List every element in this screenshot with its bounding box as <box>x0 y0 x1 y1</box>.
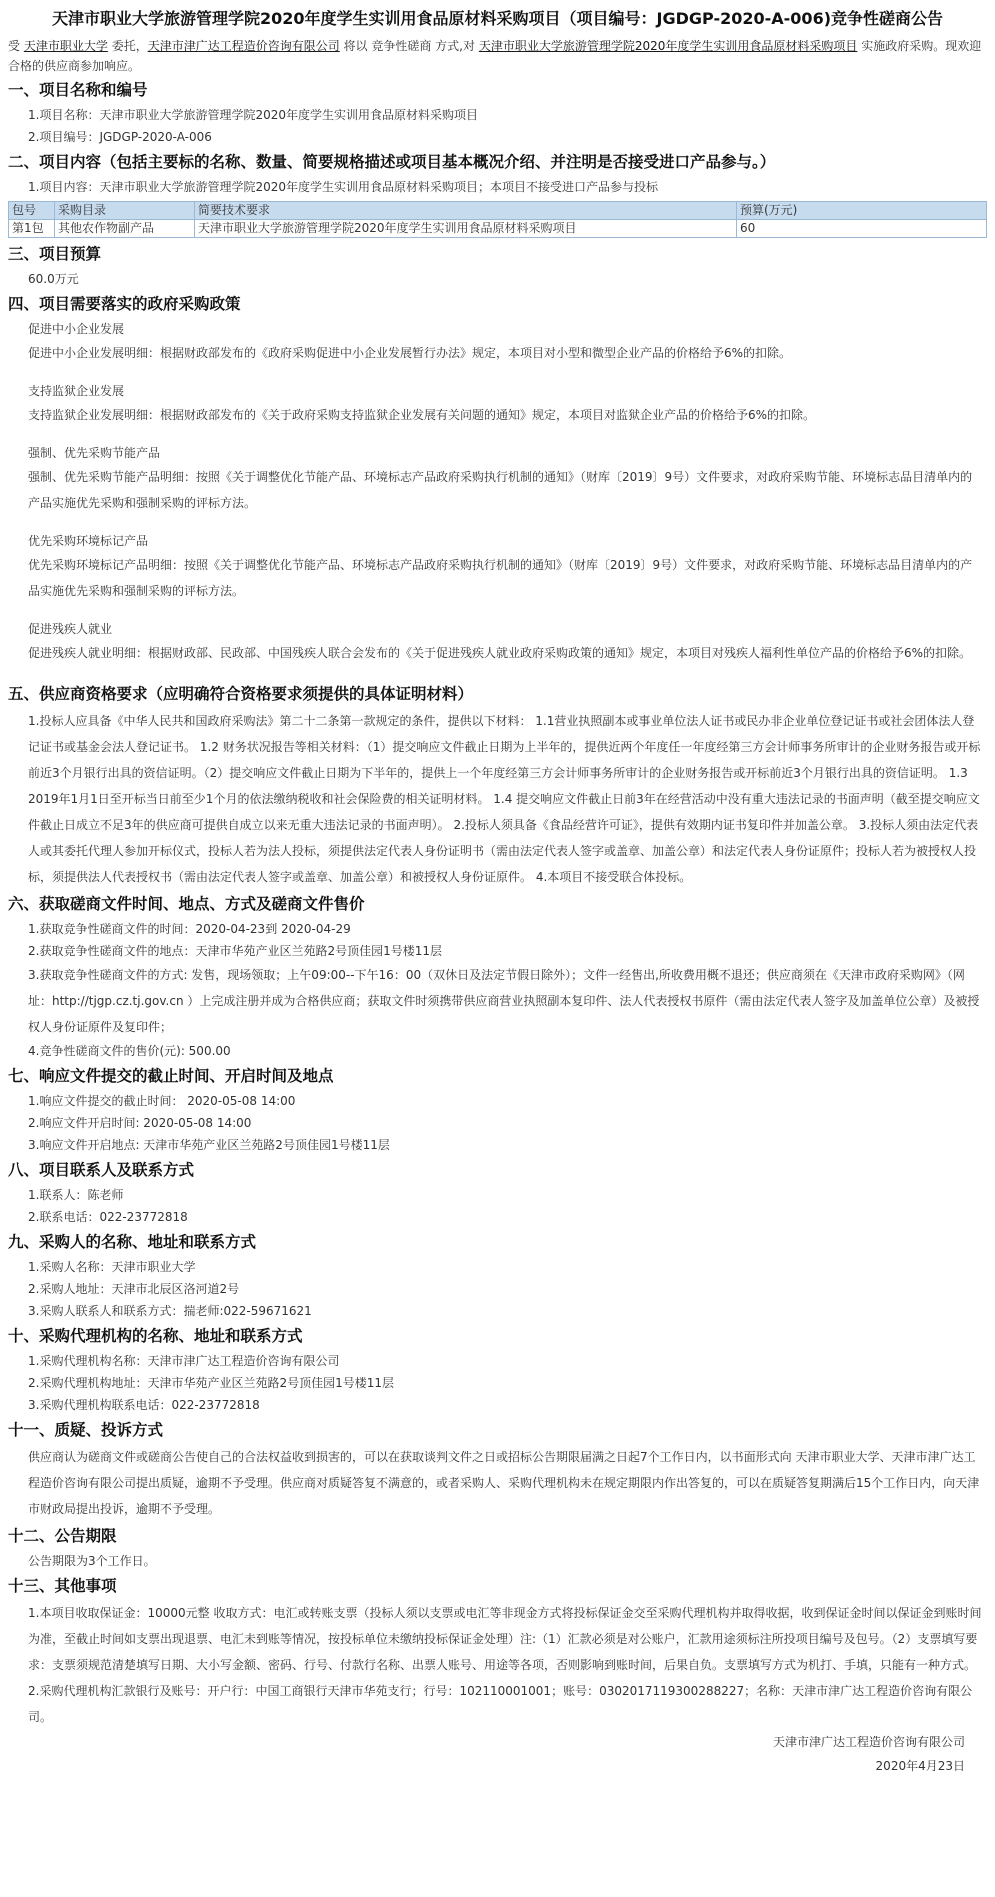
intro-text: 实施政府采购。现欢迎合格的供应商参加响应。 <box>8 39 982 73</box>
policy-title: 促进中小企业发展 <box>28 322 125 336</box>
doc-time: 1.获取竞争性磋商文件的时间：2020-04-23到 2020-04-29 <box>28 922 351 936</box>
policy-detail: 优先采购环境标记产品明细：按照《关于调整优化节能产品、环境标志产品政府采购执行机制的通知》（财库〔2019〕9号）文件要求，对政府采购节能、环境标志品目清单内的产品实施优先采购和强制采购的评标方法。 <box>28 558 973 598</box>
purchaser-name: 1.采购人名称：天津市职业大学 <box>28 1260 196 1274</box>
intro-text: 受 <box>8 39 21 53</box>
col-header: 采购目录 <box>55 202 195 220</box>
policy-detail: 支持监狱企业发展明细：根据财政部发布的《关于政府采购支持监狱企业发展有关问题的通知》规定，本项目对监狱企业产品的价格给予6%的扣除。 <box>28 408 816 422</box>
section-heading-7: 七、响应文件提交的截止时间、开启时间及地点 <box>8 1067 334 1085</box>
deadline: 1.响应文件提交的截止时间： 2020-05-08 14:00 <box>28 1094 296 1108</box>
purchaser-address: 2.采购人地址：天津市北辰区洛河道2号 <box>28 1282 240 1296</box>
policy-title: 促进残疾人就业 <box>28 622 113 636</box>
complaint-text: 供应商认为磋商文件或磋商公告使自己的合法权益收到损害的，可以在获取谈判文件之日或招标公告期限届满之日起7个工作日内，以书面形式向 天津市职业大学、天津市津广达工程造价咨询有限公司提出质疑，逾期不予受理。供应商对质疑答复不满意的，或者采购人、采购代理机构未在规定期限内作出答复的，可以在质疑答复期满后15个工作日内，向天津市财政局提出投诉，逾期不予受理。 <box>28 1450 980 1516</box>
section-heading-13: 十三、其他事项 <box>8 1577 117 1595</box>
intro-text: 将以 竞争性磋商 方式,对 <box>343 39 475 53</box>
agency-phone: 3.采购代理机构联系电话：022-23772818 <box>28 1398 260 1412</box>
notice-period: 公告期限为3个工作日。 <box>28 1554 156 1568</box>
policy-detail: 促进残疾人就业明细：根据财政部、民政部、中国残疾人联合会发布的《关于促进残疾人就业政府采购政策的通知》规定，本项目对残疾人福利性单位产品的价格给予6%的扣除。 <box>28 646 972 660</box>
section-heading-5: 五、供应商资格要求（应明确符合资格要求须提供的具体证明材料） <box>8 685 474 703</box>
signature-date: 2020年4月23日 <box>875 1759 965 1773</box>
table-cell: 天津市职业大学旅游管理学院2020年度学生实训用食品原材料采购项目 <box>195 220 737 238</box>
section-heading-12: 十二、公告期限 <box>8 1527 117 1545</box>
col-header: 简要技术要求 <box>195 202 737 220</box>
policy-title: 优先采购环境标记产品 <box>28 534 149 548</box>
policy-detail: 促进中小企业发展明细：根据财政部发布的《政府采购促进中小企业发展暂行办法》规定，本项目对小型和微型企业产品的价格给予6%的扣除。 <box>28 346 792 360</box>
policy-detail: 强制、优先采购节能产品明细：按照《关于调整优化节能产品、环境标志产品政府采购执行机制的通知》（财库〔2019〕9号）文件要求，对政府采购节能、环境标志品目清单内的产品实施优先采购和强制采购的评标方法。 <box>28 470 973 510</box>
section-heading-3: 三、项目预算 <box>8 245 102 263</box>
policy-title: 支持监狱企业发展 <box>28 384 125 398</box>
lot-table-header <box>9 202 987 220</box>
agency-link[interactable]: 天津市津广达工程造价咨询有限公司 <box>147 39 340 53</box>
section-heading-1: 一、项目名称和编号 <box>8 81 148 99</box>
purchaser-contact: 3.采购人联系人和联系方式：揣老师:022-59671621 <box>28 1304 312 1318</box>
section-heading-6: 六、获取磋商文件时间、地点、方式及磋商文件售价 <box>8 895 365 913</box>
project-code: 2.项目编号：JGDGP-2020-A-006 <box>28 130 212 144</box>
budget-value: 60.0万元 <box>28 272 79 286</box>
section-heading-11: 十一、质疑、投诉方式 <box>8 1421 164 1439</box>
doc-price: 4.竞争性磋商文件的售价(元): 500.00 <box>28 1044 231 1058</box>
table-row <box>9 220 987 238</box>
page-title: 天津市职业大学旅游管理学院2020年度学生实训用食品原材料采购项目（项目编号：JGDGP-2020-A-006)竞争性磋商公告 <box>51 9 944 28</box>
open-time: 2.响应文件开启时间: 2020-05-08 14:00 <box>28 1116 252 1130</box>
open-location: 3.响应文件开启地点: 天津市华苑产业区兰苑路2号顶佳园1号楼11层 <box>28 1138 390 1152</box>
table-cell: 60 <box>737 220 987 238</box>
section-heading-9: 九、采购人的名称、地址和联系方式 <box>8 1233 257 1251</box>
signature-org: 天津市津广达工程造价咨询有限公司 <box>772 1735 965 1749</box>
purchaser-link[interactable]: 天津市职业大学 <box>23 39 108 53</box>
project-link[interactable]: 天津市职业大学旅游管理学院2020年度学生实训用食品原材料采购项目 <box>478 39 858 53</box>
lot-table <box>8 201 987 238</box>
section-heading-2: 二、项目内容（包括主要标的名称、数量、简要规格描述或项目基本概况介绍、并注明是否接受进口产品参与。） <box>8 153 776 171</box>
agency-name: 1.采购代理机构名称：天津市津广达工程造价咨询有限公司 <box>28 1354 340 1368</box>
contact-person: 1.联系人：陈老师 <box>28 1188 124 1202</box>
doc-method: 3.获取竞争性磋商文件的方式: 发售，现场领取；上午09:00--下午16：00（双休日及法定节假日除外）；文件一经售出,所收费用概不退还；供应商须在《天津市政府采购网》（网址：http://tjgp.cz.tj.gov.cn ）上完成注册并成为合格供应商；获取文件时须携带供应商营业执照副本复印件、法人代表授权书原件（需由法定代表人签字及加盖单位公章）及被授权人身份证原件及复印件； <box>28 968 980 1034</box>
qualification-text: 1.投标人应具备《中华人民共和国政府采购法》第二十二条第一款规定的条件，提供以下材料： 1.1营业执照副本或事业单位法人证书或民办非企业单位登记证书或社会团体法人登记证书或基金会法人登记证书。 1.2 财务状况报告等相关材料：（1）提交响应文件截止日期为上半年的，提供近两个年度任一年度经第三方会计师事务所审计的企业财务报告或开标前近3个月银行出具的资信证明。（2）提交响应文件截止日期为下半年的，提供上一个年度经第三方会计师事务所审计的企业财务报告或开标前近3个月银行出具的资信证明。 1.3 2019年1月1日至开标当日前至少1个月的依法缴纳税收和社会保险费的相关证明材料。 1.4 提交响应文件截止日前3年在经营活动中没有重大违法记录的书面声明（截至提交响应文件截止日成立不足3年的供应商可提供自成立以来无重大违法记录的书面声明）。 2.投标人须具备《食品经营许可证》，提供有效期内证书复印件并加盖公章。 3.投标人须由法定代表人或其委托代理人参加开标仪式，投标人若为法人投标，须提供法定代表人身份证明书（需由法定代表人签字或盖章、加盖公章）和法定代表人身份证原件；投标人若为被授权人投标，须提供法人代表授权书（需由法定代表人签字或盖章、加盖公章）和被授权人身份证原件。 4.本项目不接受联合体投标。 <box>28 714 981 884</box>
agency-address: 2.采购代理机构地址：天津市华苑产业区兰苑路2号顶佳园1号楼11层 <box>28 1376 394 1390</box>
section-heading-10: 十、采购代理机构的名称、地址和联系方式 <box>8 1327 303 1345</box>
doc-location: 2.获取竞争性磋商文件的地点：天津市华苑产业区兰苑路2号顶佳园1号楼11层 <box>28 944 442 958</box>
project-content: 1.项目内容：天津市职业大学旅游管理学院2020年度学生实训用食品原材料采购项目；本项目不接受进口产品参与投标 <box>28 180 658 194</box>
other-matters: 1.本项目收取保证金：10000元整 收取方式：电汇或转账支票（投标人须以支票或电汇等非现金方式将投标保证金交至采购代理机构并取得收据，收到保证金时间以保证金到账时间为准，至截止时间如支票出现退票、电汇未到账等情况，按投标单位未缴纳投标保证金处理）注:（1）汇款必须是对公账户，汇款用途须标注所投项目编号及包号。（2）支票填写要求：支票须规范清楚填写日期、大小写金额、密码、行号、付款行名称、出票人账号、用途等各项，否则影响到账时间，后果自负。支票填写方式为机打、手填，只能有一种方式。2.采购代理机构汇款银行及账号：开户行：中国工商银行天津市华苑支行；行号：102110001001；账号：0302017119300288227；名称：天津市津广达工程造价咨询有限公司。 <box>28 1606 982 1724</box>
project-name: 1.项目名称：天津市职业大学旅游管理学院2020年度学生实训用食品原材料采购项目 <box>28 108 478 122</box>
col-header: 预算(万元) <box>737 202 987 220</box>
table-cell: 其他农作物副产品 <box>55 220 195 238</box>
intro-text: 委托， <box>111 39 148 53</box>
table-cell: 第1包 <box>9 220 55 238</box>
section-heading-4: 四、项目需要落实的政府采购政策 <box>8 295 241 313</box>
contact-phone: 2.联系电话：022-23772818 <box>28 1210 188 1224</box>
col-header: 包号 <box>9 202 55 220</box>
policy-title: 强制、优先采购节能产品 <box>28 446 161 460</box>
intro-paragraph <box>0 36 995 76</box>
section-heading-8: 八、项目联系人及联系方式 <box>8 1161 195 1179</box>
